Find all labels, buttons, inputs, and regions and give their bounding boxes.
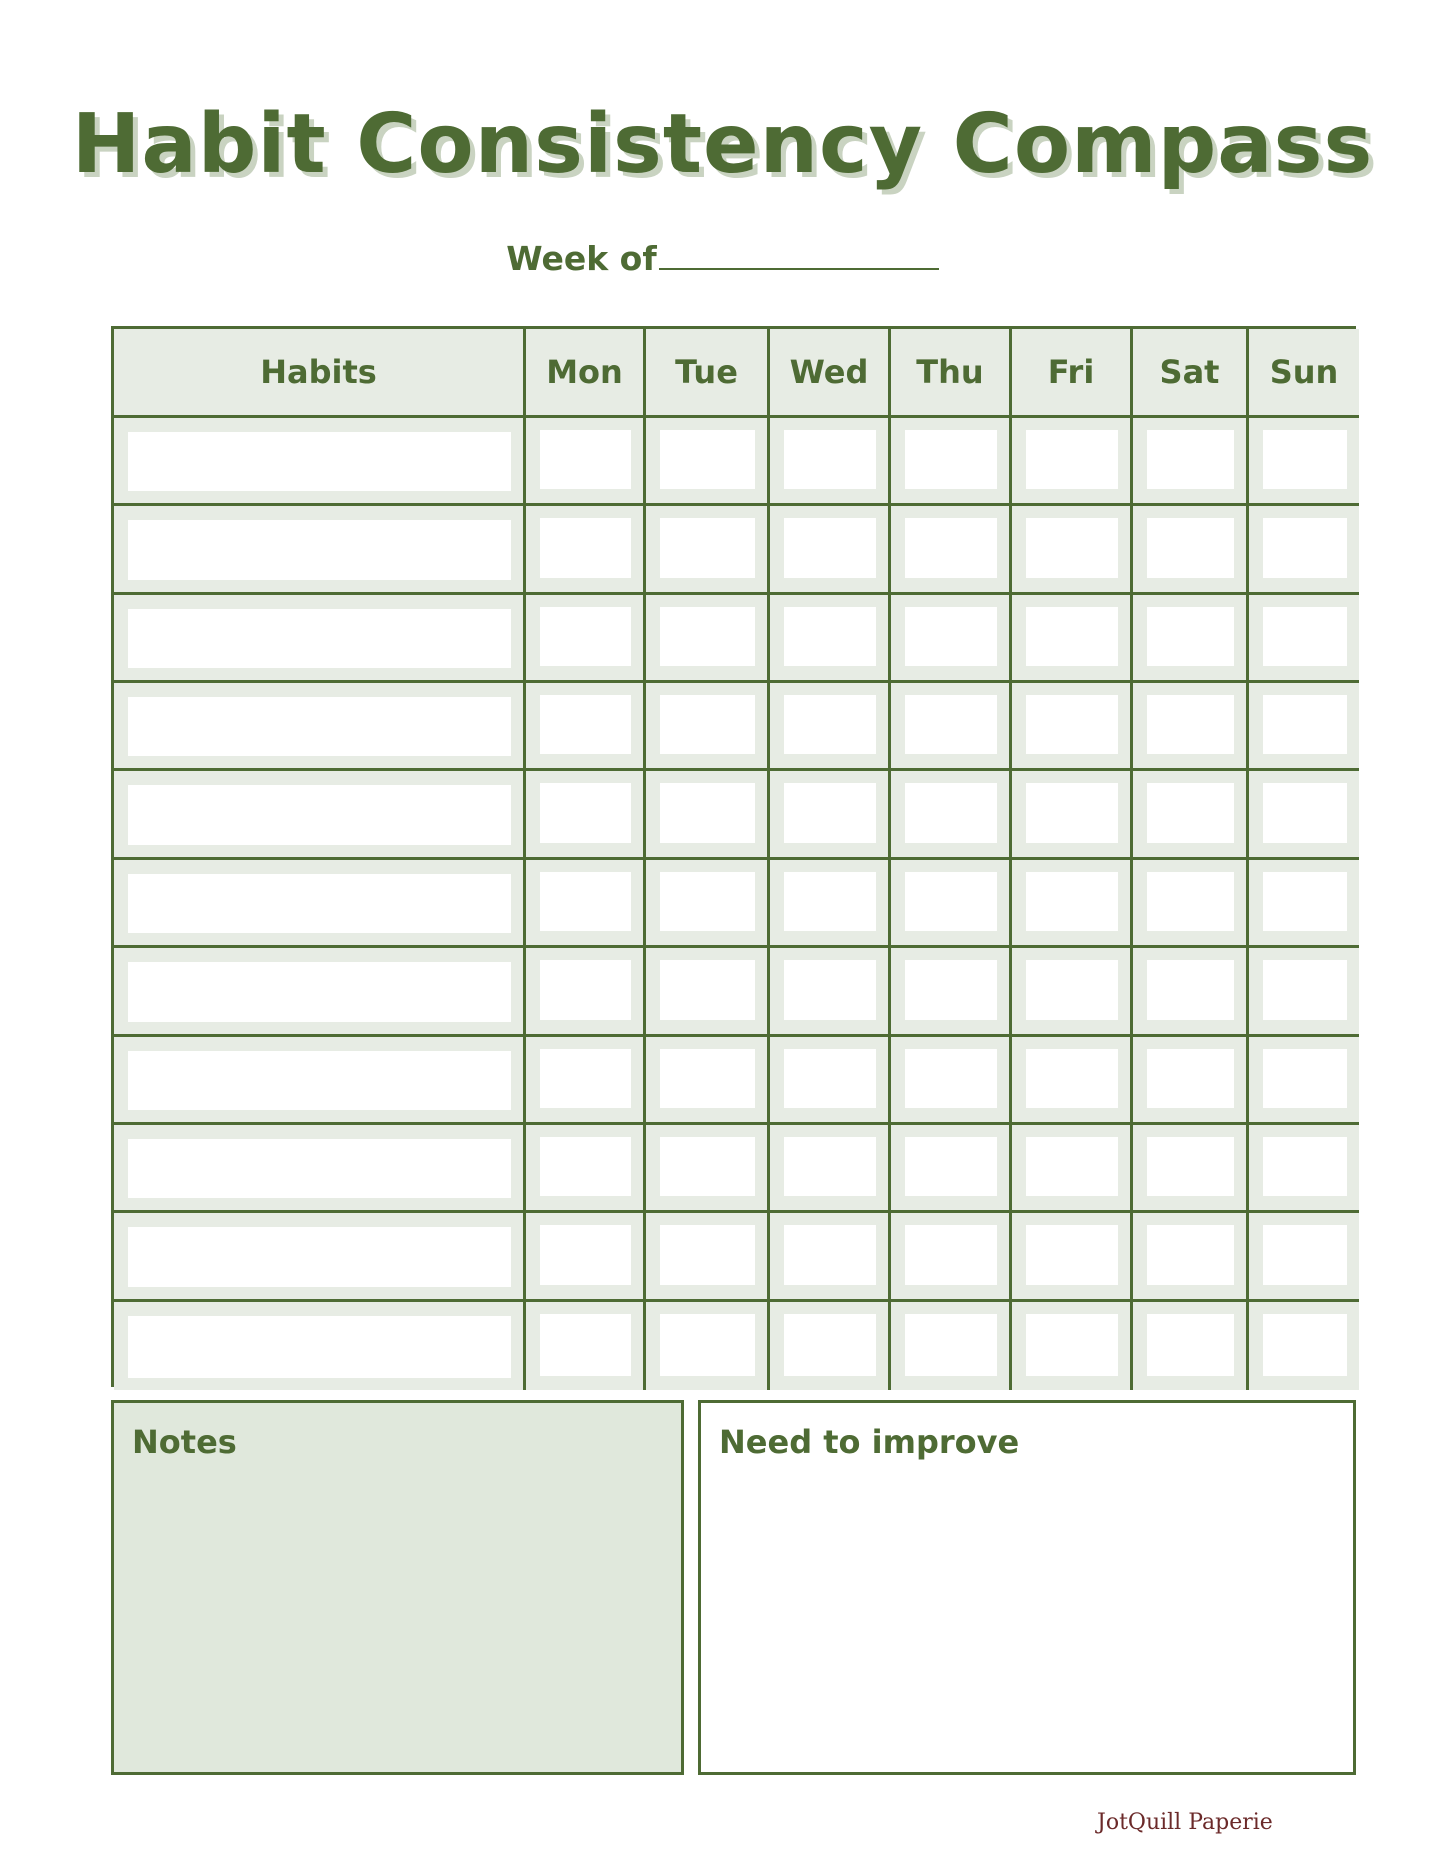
day-check-cell-wed xyxy=(770,1213,891,1301)
day-checkbox[interactable] xyxy=(1263,1137,1347,1196)
day-checkbox[interactable] xyxy=(1026,607,1118,666)
day-check-cell-wed xyxy=(770,860,891,948)
day-checkbox[interactable] xyxy=(1026,872,1118,931)
habit-name-field[interactable] xyxy=(128,432,511,491)
day-check-cell-thu xyxy=(891,860,1012,948)
day-checkbox[interactable] xyxy=(660,783,755,842)
day-checkbox[interactable] xyxy=(905,430,997,489)
day-check-cell-tue xyxy=(646,418,770,506)
day-checkbox[interactable] xyxy=(1263,1049,1347,1108)
day-header-fri: Fri xyxy=(1012,329,1133,418)
day-check-cell-thu xyxy=(891,771,1012,859)
day-check-cell-tue xyxy=(646,1302,770,1390)
day-checkbox[interactable] xyxy=(1147,607,1234,666)
day-check-cell-mon xyxy=(526,771,646,859)
day-check-cell-wed xyxy=(770,948,891,1036)
habits-column-header: Habits xyxy=(114,329,526,418)
day-check-cell-sat xyxy=(1133,1213,1249,1301)
day-check-cell-mon xyxy=(526,1213,646,1301)
day-check-cell-sat xyxy=(1133,1302,1249,1390)
day-checkbox[interactable] xyxy=(540,783,631,842)
day-checkbox[interactable] xyxy=(540,695,631,754)
day-check-cell-sun xyxy=(1249,506,1359,594)
day-check-cell-mon xyxy=(526,860,646,948)
day-checkbox[interactable] xyxy=(1147,872,1234,931)
day-checkbox[interactable] xyxy=(540,1314,631,1376)
day-checkbox[interactable] xyxy=(540,1137,631,1196)
day-check-cell-wed xyxy=(770,418,891,506)
day-check-cell-tue xyxy=(646,1037,770,1125)
day-check-cell-mon xyxy=(526,595,646,683)
day-checkbox[interactable] xyxy=(1026,1137,1118,1196)
day-checkbox[interactable] xyxy=(784,872,876,931)
day-checkbox[interactable] xyxy=(660,518,755,577)
day-check-cell-tue xyxy=(646,1213,770,1301)
brand-footer: JotQuill Paperie xyxy=(1097,1810,1273,1835)
day-checkbox[interactable] xyxy=(540,1049,631,1108)
day-checkbox[interactable] xyxy=(905,518,997,577)
day-check-cell-sat xyxy=(1133,771,1249,859)
day-checkbox[interactable] xyxy=(660,1225,755,1284)
day-check-cell-thu xyxy=(891,506,1012,594)
day-checkbox[interactable] xyxy=(540,607,631,666)
day-header-tue: Tue xyxy=(646,329,770,418)
habit-name-field[interactable] xyxy=(128,697,511,756)
day-checkbox[interactable] xyxy=(1263,518,1347,577)
day-checkbox[interactable] xyxy=(540,1225,631,1284)
day-check-cell-sun xyxy=(1249,683,1359,771)
day-checkbox[interactable] xyxy=(1026,783,1118,842)
day-checkbox[interactable] xyxy=(1263,695,1347,754)
day-checkbox[interactable] xyxy=(1147,1225,1234,1284)
day-check-cell-thu xyxy=(891,418,1012,506)
day-checkbox[interactable] xyxy=(784,783,876,842)
day-check-cell-fri xyxy=(1012,506,1133,594)
day-checkbox[interactable] xyxy=(660,960,755,1019)
day-checkbox[interactable] xyxy=(660,1049,755,1108)
habit-name-cell xyxy=(114,860,526,948)
habit-name-field[interactable] xyxy=(128,1139,511,1198)
day-checkbox[interactable] xyxy=(784,1225,876,1284)
day-check-cell-sun xyxy=(1249,860,1359,948)
day-check-cell-wed xyxy=(770,595,891,683)
day-check-cell-tue xyxy=(646,506,770,594)
day-check-cell-sun xyxy=(1249,1213,1359,1301)
day-checkbox[interactable] xyxy=(1026,430,1118,489)
day-checkbox[interactable] xyxy=(784,960,876,1019)
day-check-cell-wed xyxy=(770,1125,891,1213)
habit-name-field[interactable] xyxy=(128,520,511,579)
day-checkbox[interactable] xyxy=(905,1137,997,1196)
day-check-cell-fri xyxy=(1012,771,1133,859)
day-checkbox[interactable] xyxy=(1147,1314,1234,1376)
day-checkbox[interactable] xyxy=(1263,872,1347,931)
day-check-cell-fri xyxy=(1012,418,1133,506)
day-checkbox[interactable] xyxy=(1026,960,1118,1019)
day-check-cell-sun xyxy=(1249,1037,1359,1125)
habit-name-field[interactable] xyxy=(128,609,511,668)
day-check-cell-sat xyxy=(1133,860,1249,948)
day-check-cell-thu xyxy=(891,948,1012,1036)
day-check-cell-thu xyxy=(891,683,1012,771)
day-check-cell-sat xyxy=(1133,506,1249,594)
day-checkbox[interactable] xyxy=(1026,1049,1118,1108)
day-check-cell-sat xyxy=(1133,683,1249,771)
day-check-cell-sat xyxy=(1133,1125,1249,1213)
day-checkbox[interactable] xyxy=(905,607,997,666)
habit-name-cell xyxy=(114,1125,526,1213)
day-check-cell-sun xyxy=(1249,418,1359,506)
day-check-cell-thu xyxy=(891,595,1012,683)
day-header-sun: Sun xyxy=(1249,329,1359,418)
day-check-cell-mon xyxy=(526,506,646,594)
day-check-cell-sat xyxy=(1133,418,1249,506)
habit-name-field[interactable] xyxy=(128,1316,511,1378)
habit-name-cell xyxy=(114,1213,526,1301)
day-checkbox[interactable] xyxy=(1263,960,1347,1019)
day-check-cell-sun xyxy=(1249,948,1359,1036)
day-checkbox[interactable] xyxy=(905,695,997,754)
day-checkbox[interactable] xyxy=(540,518,631,577)
habit-name-field[interactable] xyxy=(128,1227,511,1286)
day-check-cell-sun xyxy=(1249,595,1359,683)
habit-name-field[interactable] xyxy=(128,1051,511,1110)
notes-label: Notes xyxy=(132,1423,237,1461)
day-checkbox[interactable] xyxy=(1263,783,1347,842)
day-check-cell-fri xyxy=(1012,683,1133,771)
day-checkbox[interactable] xyxy=(1026,695,1118,754)
day-checkbox[interactable] xyxy=(1026,518,1118,577)
day-check-cell-mon xyxy=(526,683,646,771)
day-checkbox[interactable] xyxy=(1147,783,1234,842)
day-check-cell-wed xyxy=(770,1037,891,1125)
day-header-mon: Mon xyxy=(526,329,646,418)
day-check-cell-fri xyxy=(1012,595,1133,683)
day-check-cell-fri xyxy=(1012,1302,1133,1390)
day-check-cell-wed xyxy=(770,771,891,859)
day-checkbox[interactable] xyxy=(905,783,997,842)
habit-name-cell xyxy=(114,506,526,594)
day-checkbox[interactable] xyxy=(1026,1225,1118,1284)
day-checkbox[interactable] xyxy=(1147,518,1234,577)
day-checkbox[interactable] xyxy=(540,430,631,489)
day-checkbox[interactable] xyxy=(1026,1314,1118,1376)
day-check-cell-sun xyxy=(1249,1302,1359,1390)
habit-tracker-table xyxy=(111,326,1356,1387)
day-check-cell-fri xyxy=(1012,948,1133,1036)
habit-name-cell xyxy=(114,1037,526,1125)
day-checkbox[interactable] xyxy=(660,1314,755,1376)
day-checkbox[interactable] xyxy=(660,695,755,754)
habit-name-cell xyxy=(114,948,526,1036)
day-checkbox[interactable] xyxy=(1147,695,1234,754)
day-check-cell-sun xyxy=(1249,771,1359,859)
day-checkbox[interactable] xyxy=(784,518,876,577)
habit-name-field[interactable] xyxy=(128,874,511,933)
day-checkbox[interactable] xyxy=(784,607,876,666)
day-check-cell-tue xyxy=(646,595,770,683)
day-check-cell-mon xyxy=(526,948,646,1036)
day-checkbox[interactable] xyxy=(660,1137,755,1196)
day-checkbox[interactable] xyxy=(1263,1225,1347,1284)
day-checkbox[interactable] xyxy=(905,872,997,931)
day-check-cell-mon xyxy=(526,418,646,506)
need-to-improve-label: Need to improve xyxy=(719,1423,1020,1461)
habit-name-cell xyxy=(114,418,526,506)
day-checkbox[interactable] xyxy=(784,1049,876,1108)
day-check-cell-mon xyxy=(526,1037,646,1125)
day-check-cell-thu xyxy=(891,1037,1012,1125)
day-check-cell-sat xyxy=(1133,595,1249,683)
day-checkbox[interactable] xyxy=(660,430,755,489)
day-checkbox[interactable] xyxy=(660,872,755,931)
habit-name-cell xyxy=(114,683,526,771)
habit-name-cell xyxy=(114,1302,526,1390)
day-check-cell-tue xyxy=(646,860,770,948)
day-checkbox[interactable] xyxy=(1147,1049,1234,1108)
day-checkbox[interactable] xyxy=(905,960,997,1019)
day-checkbox[interactable] xyxy=(1147,960,1234,1019)
day-check-cell-tue xyxy=(646,1125,770,1213)
day-check-cell-sat xyxy=(1133,1037,1249,1125)
day-check-cell-mon xyxy=(526,1302,646,1390)
day-checkbox[interactable] xyxy=(1263,430,1347,489)
day-check-cell-thu xyxy=(891,1213,1012,1301)
day-checkbox[interactable] xyxy=(1147,430,1234,489)
day-check-cell-fri xyxy=(1012,1213,1133,1301)
day-checkbox[interactable] xyxy=(1147,1137,1234,1196)
day-header-wed: Wed xyxy=(770,329,891,418)
week-of-text: Week of xyxy=(506,239,657,278)
day-check-cell-wed xyxy=(770,683,891,771)
habit-name-cell xyxy=(114,771,526,859)
habit-name-field[interactable] xyxy=(128,785,511,844)
habit-name-cell xyxy=(114,595,526,683)
day-check-cell-wed xyxy=(770,506,891,594)
day-checkbox[interactable] xyxy=(905,1049,997,1108)
day-check-cell-thu xyxy=(891,1125,1012,1213)
day-header-sat: Sat xyxy=(1133,329,1249,418)
week-of-blank-line[interactable] xyxy=(659,238,939,270)
day-check-cell-tue xyxy=(646,771,770,859)
day-checkbox[interactable] xyxy=(784,1314,876,1376)
day-check-cell-fri xyxy=(1012,1037,1133,1125)
day-check-cell-wed xyxy=(770,1302,891,1390)
page-title: Habit Consistency Compass xyxy=(71,97,1374,192)
habit-name-field[interactable] xyxy=(128,962,511,1021)
day-check-cell-fri xyxy=(1012,860,1133,948)
day-checkbox[interactable] xyxy=(784,1137,876,1196)
day-header-thu: Thu xyxy=(891,329,1012,418)
day-check-cell-tue xyxy=(646,948,770,1036)
day-check-cell-fri xyxy=(1012,1125,1133,1213)
need-to-improve-panel[interactable] xyxy=(698,1400,1356,1775)
day-check-cell-mon xyxy=(526,1125,646,1213)
day-check-cell-thu xyxy=(891,1302,1012,1390)
day-check-cell-sat xyxy=(1133,948,1249,1036)
day-checkbox[interactable] xyxy=(1263,1314,1347,1376)
day-checkbox[interactable] xyxy=(1263,607,1347,666)
day-check-cell-tue xyxy=(646,683,770,771)
day-checkbox[interactable] xyxy=(905,1225,997,1284)
notes-panel[interactable] xyxy=(111,1400,684,1775)
day-check-cell-sun xyxy=(1249,1125,1359,1213)
day-checkbox[interactable] xyxy=(540,872,631,931)
day-checkbox[interactable] xyxy=(905,1314,997,1376)
day-checkbox[interactable] xyxy=(660,607,755,666)
day-checkbox[interactable] xyxy=(784,430,876,489)
day-checkbox[interactable] xyxy=(784,695,876,754)
week-of-label xyxy=(0,238,1445,278)
day-checkbox[interactable] xyxy=(540,960,631,1019)
